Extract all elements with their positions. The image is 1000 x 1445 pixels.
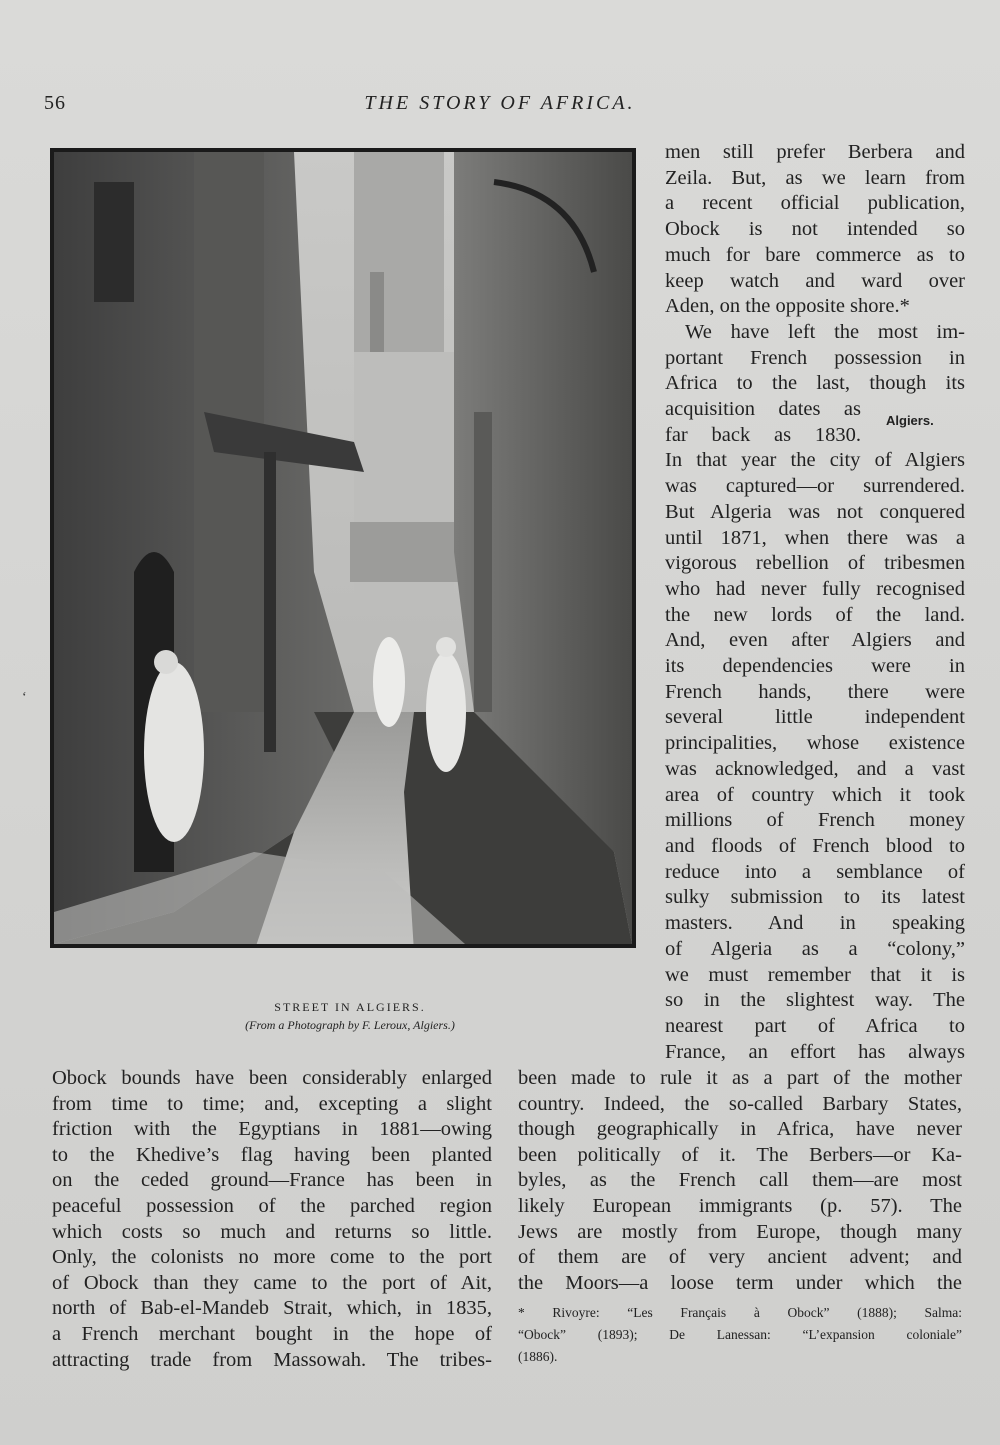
text-line: Only, the colonists no more come to the port — [52, 1246, 492, 1269]
caption-credit: (From a Photograph by F. Leroux, Algiers.) — [245, 1018, 455, 1032]
text-line: area of country which it took — [665, 783, 965, 806]
footnote — [518, 1302, 962, 1368]
text-line: country. Indeed, the so-called Barbary States, — [518, 1092, 962, 1115]
text-line: Africa to the last, though its — [665, 372, 965, 395]
text-line: nearest part of Africa to — [665, 1014, 965, 1037]
text-line: to the Khedive’s flag having been planted — [52, 1143, 492, 1166]
text-line: north of Bab-el-Mandeb Strait, which, in 1835, — [52, 1297, 492, 1320]
text-line: Jews are mostly from Europe, though many — [518, 1220, 962, 1243]
text-line: from time to time; and, excepting a slight — [52, 1092, 492, 1115]
text-line: and floods of French blood to — [665, 834, 965, 857]
text-line: byles, as the French call them—are most — [518, 1169, 962, 1192]
right-column-text — [665, 140, 965, 1065]
text-line: of Algeria as a “colony,” — [665, 937, 965, 960]
text-line: though geographically in Africa, have never — [518, 1118, 962, 1141]
text-line: reduce into a semblance of — [665, 860, 965, 883]
figure-caption — [160, 1000, 540, 1033]
footnote-line: (1886). — [518, 1349, 558, 1364]
text-line: the Moors—a loose term under which the — [518, 1271, 962, 1294]
text-line: been politically of it. The Berbers—or Ka- — [518, 1143, 962, 1166]
text-line: likely European immigrants (p. 57). The — [518, 1194, 962, 1217]
text-line: vigorous rebellion of tribesmen — [665, 552, 965, 575]
text-line: portant French possession in — [665, 346, 965, 369]
bottom-left-text — [52, 1066, 492, 1373]
caption-title: STREET IN ALGIERS. — [274, 1000, 426, 1014]
footnote-line: “Obock” (1893); De Lanessan: “L’expansion coloniale” — [518, 1327, 962, 1342]
text-line: of Obock than they came to the port of Ait, — [52, 1271, 492, 1294]
text-line: sulky submission to its latest — [665, 886, 965, 909]
text-line: far back as 1830. — [665, 423, 861, 446]
text-line: French hands, there were — [665, 680, 965, 703]
text-line: And, even after Algiers and — [665, 629, 965, 652]
text-line: masters. And in speaking — [665, 912, 965, 935]
text-line: But Algeria was not conquered — [665, 500, 965, 523]
text-line: keep watch and ward over — [665, 269, 965, 292]
text-line: Obock is not intended so — [665, 218, 965, 241]
page-number: 56 — [44, 92, 66, 114]
text-line: been made to rule it as a part of the mother — [518, 1067, 962, 1089]
text-line: attracting trade from Massowah. The tribes- — [52, 1348, 492, 1371]
text-line: on the ceded ground—France has been in — [52, 1169, 492, 1192]
text-line: Zeila. But, as we learn from — [665, 166, 965, 189]
text-line: so in the slightest way. The — [665, 989, 965, 1012]
text-line: of them are of very ancient advent; and — [518, 1246, 962, 1269]
text-line: a recent official publication, — [665, 192, 965, 215]
text-line: its dependencies were in — [665, 655, 965, 678]
footnote-line: * Rivoyre: “Les Français à Obock” (1888); Salma: — [518, 1305, 962, 1320]
street-photograph — [50, 148, 636, 948]
text-line: which costs so much and returns so little. — [52, 1220, 492, 1243]
text-line: men still prefer Berbera and — [665, 141, 965, 163]
text-line: we must remember that it is — [665, 963, 965, 986]
running-title: THE STORY OF AFRICA. — [364, 92, 636, 114]
text-line: the new lords of the land. — [665, 603, 965, 626]
text-line: We have left the most im- — [685, 320, 965, 343]
text-line: millions of French money — [665, 809, 965, 832]
text-line: friction with the Egyptians in 1881—owing — [52, 1118, 492, 1141]
text-line: acquisition dates as — [665, 398, 861, 421]
text-line: France, an effort has always — [665, 1040, 965, 1063]
text-line: much for bare commerce as to — [665, 243, 965, 266]
margin-mark: ‘ — [22, 690, 27, 705]
text-line: principalities, whose existence — [665, 732, 965, 755]
text-line: Aden, on the opposite shore.* — [665, 295, 910, 318]
bottom-right-text — [518, 1066, 962, 1296]
text-line: peaceful possession of the parched region — [52, 1194, 492, 1217]
text-line: was acknowledged, and a vast — [665, 757, 965, 780]
margin-sidenote: Algiers. — [886, 413, 934, 428]
text-line: until 1871, when there was a — [665, 526, 965, 549]
text-line: In that year the city of Algiers — [665, 449, 965, 472]
text-line: a French merchant bought in the hope of — [52, 1322, 492, 1345]
text-line: Obock bounds have been considerably enlarged — [52, 1067, 492, 1089]
text-line: was captured—or surrendered. — [665, 475, 965, 498]
text-line: who had never fully recognised — [665, 577, 965, 600]
street-illustration — [54, 152, 632, 944]
text-line: several little independent — [665, 706, 965, 729]
